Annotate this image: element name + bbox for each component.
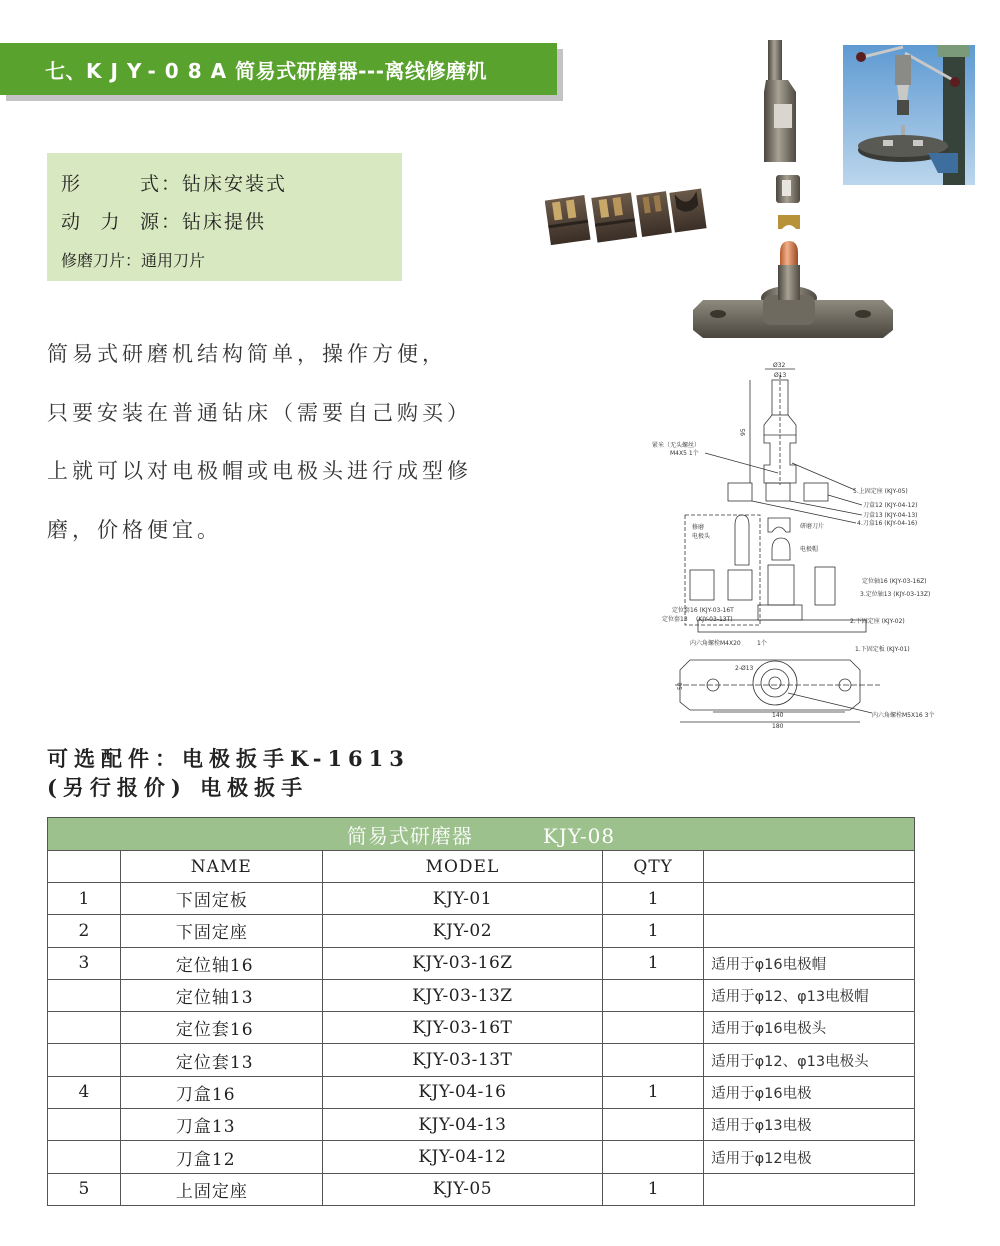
header-model: MODEL (322, 851, 603, 883)
label-electrode-tip: 电极头 (692, 533, 711, 540)
spec-colon: ： (161, 210, 183, 233)
title-product-name: 简易式研磨器---离线修磨机 (235, 58, 487, 83)
cell-name: 下固定板 (120, 883, 322, 915)
header-note (704, 851, 915, 883)
description-line: 只要安装在普通钻床（需要自己购买） (47, 400, 472, 425)
table-caption-row (48, 818, 915, 851)
cell-qty: 1 (603, 883, 704, 915)
spec-label-char: 力 (100, 210, 122, 233)
cell-qty (603, 1012, 704, 1044)
cell-no: 2 (48, 915, 121, 947)
cell-model: KJY-04-12 (322, 1141, 603, 1173)
cell-name: 刀盒13 (120, 1109, 322, 1141)
cell-note: 适用于φ16电极帽 (704, 947, 915, 979)
spec-value: 通用刀片 (141, 250, 206, 270)
cell-note (704, 883, 915, 915)
spec-colon: ： (125, 250, 142, 270)
label-cap: 电极帽 (800, 546, 819, 553)
label-box12: 刀盒12 (KJY-04-12) (863, 502, 918, 509)
cell-model: KJY-05 (322, 1173, 603, 1205)
cell-name: 上固定座 (120, 1173, 322, 1205)
cell-qty (603, 979, 704, 1011)
cell-no: 3 (48, 947, 121, 979)
cell-model: KJY-01 (322, 883, 603, 915)
spec-label: 修磨刀片 (61, 250, 126, 270)
cell-no (48, 979, 121, 1011)
accessories-line: 可选配件：电极扳手K-1613 (47, 746, 410, 771)
section-title (45, 55, 487, 84)
cell-name: 定位套13 (120, 1044, 322, 1076)
cell-note: 适用于φ12、φ13电极头 (704, 1044, 915, 1076)
cell-model: KJY-03-16Z (322, 947, 603, 979)
label-lower-seat: 2.下固定座 (KJY-02) (850, 618, 905, 625)
table-row (48, 883, 915, 915)
label-box13: 刀盒13 (KJY-04-13) (863, 512, 918, 519)
caption-name: 简易式研磨器 (346, 823, 473, 848)
table-row (48, 1076, 915, 1108)
table-row (48, 1109, 915, 1141)
cell-note: 适用于φ16电极 (704, 1076, 915, 1108)
cell-no (48, 1044, 121, 1076)
header-name: NAME (120, 851, 322, 883)
cutter-blocks-photo (545, 183, 710, 258)
dim-inner-dia: Ø13 (774, 372, 787, 379)
cell-model: KJY-04-16 (322, 1076, 603, 1108)
cell-qty: 1 (603, 1076, 704, 1108)
cell-no: 5 (48, 1173, 121, 1205)
spec-value: 钻床提供 (182, 210, 267, 233)
cell-note (704, 1173, 915, 1205)
label-shaft16: 定位轴16 (KJY-03-16Z) (862, 578, 927, 585)
spec-power (61, 201, 402, 239)
cell-model: KJY-03-13Z (322, 979, 603, 1011)
optional-accessories (47, 744, 410, 802)
accessories-line: (另行报价) 电极扳手 (47, 775, 309, 800)
table-header-row (48, 851, 915, 883)
dim-span-140: 140 (772, 712, 784, 719)
cell-no: 1 (48, 883, 121, 915)
label-hex-bolt-m4: 内六角螺栓M4X20 (690, 640, 741, 647)
cell-qty: 1 (603, 1173, 704, 1205)
section-title-bar (0, 43, 557, 95)
table-row (48, 1141, 915, 1173)
table-row (48, 1012, 915, 1044)
cell-no: 4 (48, 1076, 121, 1108)
label-blade: 研磨刀片 (800, 523, 825, 530)
cell-no (48, 1141, 121, 1173)
cell-no (48, 1012, 121, 1044)
header-qty: QTY (603, 851, 704, 883)
dim-outer-dia: Ø32 (773, 362, 786, 369)
spec-label (61, 169, 161, 196)
spec-box (47, 153, 402, 281)
dim-height: 95 (740, 428, 747, 436)
cell-name: 定位套16 (120, 1012, 322, 1044)
spec-value: 钻床安装式 (182, 172, 288, 195)
cell-model: KJY-02 (322, 915, 603, 947)
table-row (48, 1044, 915, 1076)
spec-colon: ： (161, 172, 183, 195)
parts-table (47, 817, 915, 1206)
title-model-code: KJY-08A (86, 58, 236, 83)
cell-qty: 1 (603, 915, 704, 947)
cell-qty (603, 1044, 704, 1076)
label-set-screw-size: M4X5 1个 (670, 450, 699, 457)
cell-name: 定位轴13 (120, 979, 322, 1011)
dim-width-50: 50 (677, 682, 684, 690)
description-line: 上就可以对电极帽或电极头进行成型修 (47, 459, 472, 483)
spec-label-char: 形 (61, 172, 83, 195)
table-row (48, 1173, 915, 1205)
spec-label (61, 207, 161, 234)
cell-no (48, 1109, 121, 1141)
section-number: 七、 (45, 58, 86, 83)
cell-model: KJY-04-13 (322, 1109, 603, 1141)
cell-qty: 1 (603, 947, 704, 979)
header-no (48, 851, 121, 883)
cell-note: 适用于φ13电极 (704, 1109, 915, 1141)
caption-model: KJY-08 (542, 823, 616, 848)
label-set-screw: 紧米（无头螺丝） (652, 442, 701, 449)
label-sleeve16: 定位套16 (KJY-03-16T (672, 607, 734, 614)
cell-model: KJY-03-16T (322, 1012, 603, 1044)
label-shaft13: 3.定位轴13 (KJY-03-13Z) (860, 591, 931, 598)
label-upper-seat: 5.上固定座 (KJY-05) (853, 488, 908, 495)
cell-note (704, 915, 915, 947)
cell-name: 刀盒12 (120, 1141, 322, 1173)
table-row (48, 947, 915, 979)
cell-note: 适用于φ16电极头 (704, 1012, 915, 1044)
spec-form (61, 163, 402, 201)
table-row (48, 979, 915, 1011)
cell-note: 适用于φ12、φ13电极帽 (704, 979, 915, 1011)
table-caption (48, 818, 915, 851)
label-hex-bolt-m5: 内六角螺栓M5X16 3个 (872, 712, 935, 719)
table-row (48, 915, 915, 947)
description-line: 简易式研磨机结构简单，操作方便， (47, 342, 447, 366)
cell-qty (603, 1109, 704, 1141)
label-sleeve13: 定位套13 (662, 616, 688, 623)
cell-note: 适用于φ12电极 (704, 1141, 915, 1173)
spec-label-char: 源 (139, 210, 161, 233)
label-one-pc: 1个 (757, 640, 767, 647)
spec-label-char: 动 (61, 210, 83, 233)
cell-name: 下固定座 (120, 915, 322, 947)
label-sleeve13-code: (KJY-03-13T) (696, 616, 733, 623)
drill-press-photo (843, 45, 975, 185)
label-grind: 修磨 (692, 524, 705, 531)
dim-hole: 2-Ø13 (735, 665, 754, 672)
product-description (47, 334, 517, 568)
cell-model: KJY-03-13T (322, 1044, 603, 1076)
cell-name: 定位轴16 (120, 947, 322, 979)
label-box16: 4.刀盒16 (KJY-04-16) (857, 520, 918, 527)
technical-drawing (650, 355, 960, 745)
cell-qty (603, 1141, 704, 1173)
spec-blade (61, 239, 402, 279)
description-line: 磨，价格便宜。 (47, 517, 222, 542)
label-lower-plate: 1.下固定板 (KJY-01) (855, 646, 910, 653)
cell-name: 刀盒16 (120, 1076, 322, 1108)
spec-label-char: 式 (139, 172, 161, 195)
dim-length-180: 180 (772, 723, 784, 730)
